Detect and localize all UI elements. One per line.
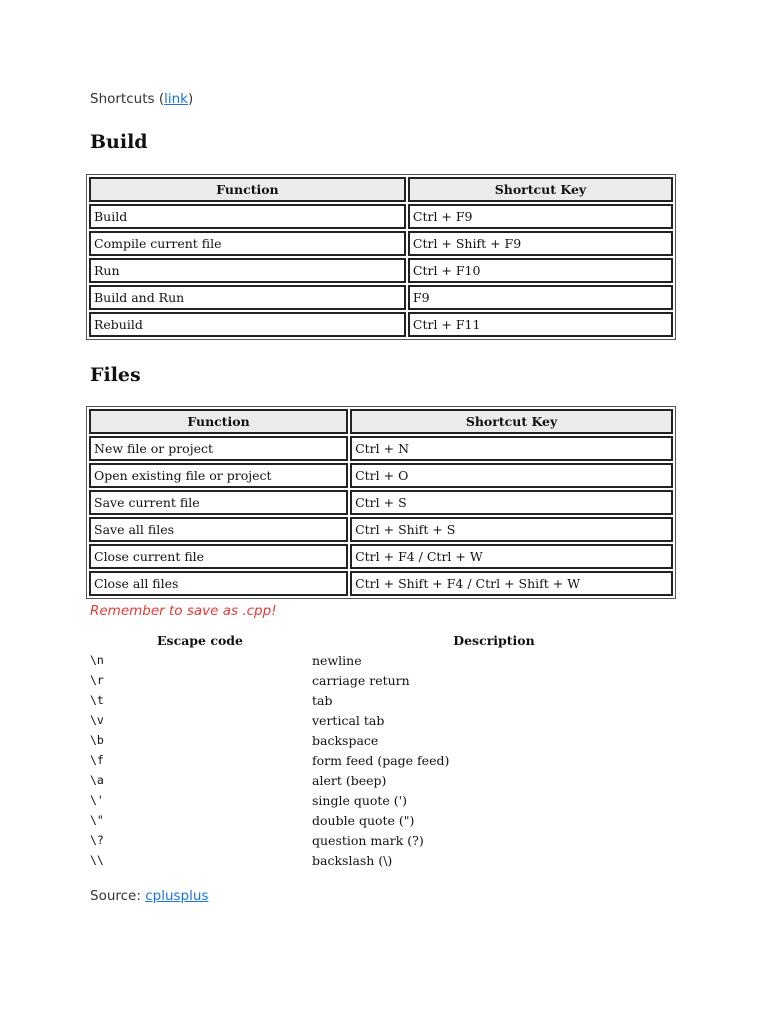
table-row bbox=[89, 312, 673, 337]
function-cell: Close all files bbox=[89, 571, 348, 596]
column-header-function: Function bbox=[89, 177, 406, 202]
function-cell: Build and Run bbox=[89, 285, 406, 310]
column-header-shortcut-key: Shortcut Key bbox=[350, 409, 673, 434]
table-row bbox=[89, 517, 673, 542]
escape-code-cell: \f bbox=[90, 753, 104, 767]
function-cell: Build bbox=[89, 204, 406, 229]
escape-codes-table bbox=[88, 630, 676, 870]
shortcut-cell: Ctrl + O bbox=[350, 463, 673, 488]
escape-code-cell: \\ bbox=[90, 853, 104, 867]
table-row bbox=[89, 490, 673, 515]
description-cell: single quote (') bbox=[312, 792, 407, 808]
shortcut-cell: Ctrl + F11 bbox=[408, 312, 673, 337]
table-row bbox=[89, 285, 673, 310]
table-row bbox=[88, 790, 676, 810]
description-cell: backspace bbox=[312, 732, 379, 748]
escape-code-cell: \? bbox=[90, 833, 104, 847]
column-header-escape-code: Escape code bbox=[157, 632, 243, 648]
description-cell: tab bbox=[312, 692, 333, 708]
table-row bbox=[88, 750, 676, 770]
column-header-shortcut-key: Shortcut Key bbox=[408, 177, 673, 202]
description-cell: vertical tab bbox=[312, 712, 385, 728]
table-row bbox=[89, 436, 673, 461]
table-row bbox=[89, 544, 673, 569]
shortcut-cell: Ctrl + F4 / Ctrl + W bbox=[350, 544, 673, 569]
escape-code-cell: \t bbox=[90, 693, 104, 707]
description-cell: backslash (\) bbox=[312, 852, 393, 868]
table-row bbox=[89, 258, 673, 283]
table-row bbox=[88, 710, 676, 730]
source-line bbox=[90, 888, 208, 904]
save-as-cpp-reminder: Remember to save as .cpp! bbox=[90, 603, 277, 619]
column-header-function: Function bbox=[89, 409, 348, 434]
function-cell: Save current file bbox=[89, 490, 348, 515]
shortcut-cell: Ctrl + N bbox=[350, 436, 673, 461]
escape-code-cell: \n bbox=[90, 653, 104, 667]
description-cell: carriage return bbox=[312, 672, 410, 688]
shortcut-cell: Ctrl + Shift + F4 / Ctrl + Shift + W bbox=[350, 571, 673, 596]
shortcut-cell: F9 bbox=[408, 285, 673, 310]
escape-code-cell: \a bbox=[90, 773, 104, 787]
description-cell: question mark (?) bbox=[312, 832, 424, 848]
escape-code-cell: \v bbox=[90, 713, 104, 727]
intro-prefix: Shortcuts ( bbox=[90, 91, 165, 107]
shortcut-cell: Ctrl + Shift + F9 bbox=[408, 231, 673, 256]
description-cell: double quote (") bbox=[312, 812, 415, 828]
table-row bbox=[88, 830, 676, 850]
source-prefix: Source: bbox=[90, 888, 146, 904]
column-header-description: Description bbox=[453, 632, 535, 648]
table-row bbox=[88, 690, 676, 710]
shortcut-cell: Ctrl + F10 bbox=[408, 258, 673, 283]
build-shortcuts-table bbox=[86, 174, 676, 340]
table-row bbox=[88, 650, 676, 670]
table-row bbox=[88, 770, 676, 790]
function-cell: New file or project bbox=[89, 436, 348, 461]
function-cell: Rebuild bbox=[89, 312, 406, 337]
table-row bbox=[89, 571, 673, 596]
escape-code-cell: \b bbox=[90, 733, 104, 747]
table-row bbox=[88, 670, 676, 690]
escape-code-cell: \r bbox=[90, 673, 104, 687]
intro-suffix: ) bbox=[187, 91, 194, 107]
table-header-row bbox=[89, 409, 673, 434]
description-cell: newline bbox=[312, 652, 362, 668]
files-shortcuts-table bbox=[86, 406, 676, 599]
description-cell: alert (beep) bbox=[312, 772, 387, 788]
table-row bbox=[88, 850, 676, 870]
table-row bbox=[89, 231, 673, 256]
shortcut-cell: Ctrl + Shift + S bbox=[350, 517, 673, 542]
escape-code-cell: \' bbox=[90, 793, 104, 807]
function-cell: Run bbox=[89, 258, 406, 283]
files-heading: Files bbox=[90, 364, 141, 386]
function-cell: Compile current file bbox=[89, 231, 406, 256]
function-cell: Open existing file or project bbox=[89, 463, 348, 488]
description-cell: form feed (page feed) bbox=[312, 752, 450, 768]
table-header-row bbox=[89, 177, 673, 202]
escape-code-cell: \" bbox=[90, 813, 104, 827]
shortcut-cell: Ctrl + F9 bbox=[408, 204, 673, 229]
table-row bbox=[88, 730, 676, 750]
build-heading: Build bbox=[90, 131, 148, 153]
function-cell: Close current file bbox=[89, 544, 348, 569]
table-header-row bbox=[88, 630, 676, 650]
function-cell: Save all files bbox=[89, 517, 348, 542]
shortcuts-intro bbox=[90, 91, 193, 107]
table-row bbox=[89, 463, 673, 488]
table-row bbox=[89, 204, 673, 229]
shortcuts-link[interactable]: link bbox=[164, 91, 188, 107]
table-row bbox=[88, 810, 676, 830]
cplusplus-link[interactable]: cplusplus bbox=[145, 888, 209, 904]
shortcut-cell: Ctrl + S bbox=[350, 490, 673, 515]
